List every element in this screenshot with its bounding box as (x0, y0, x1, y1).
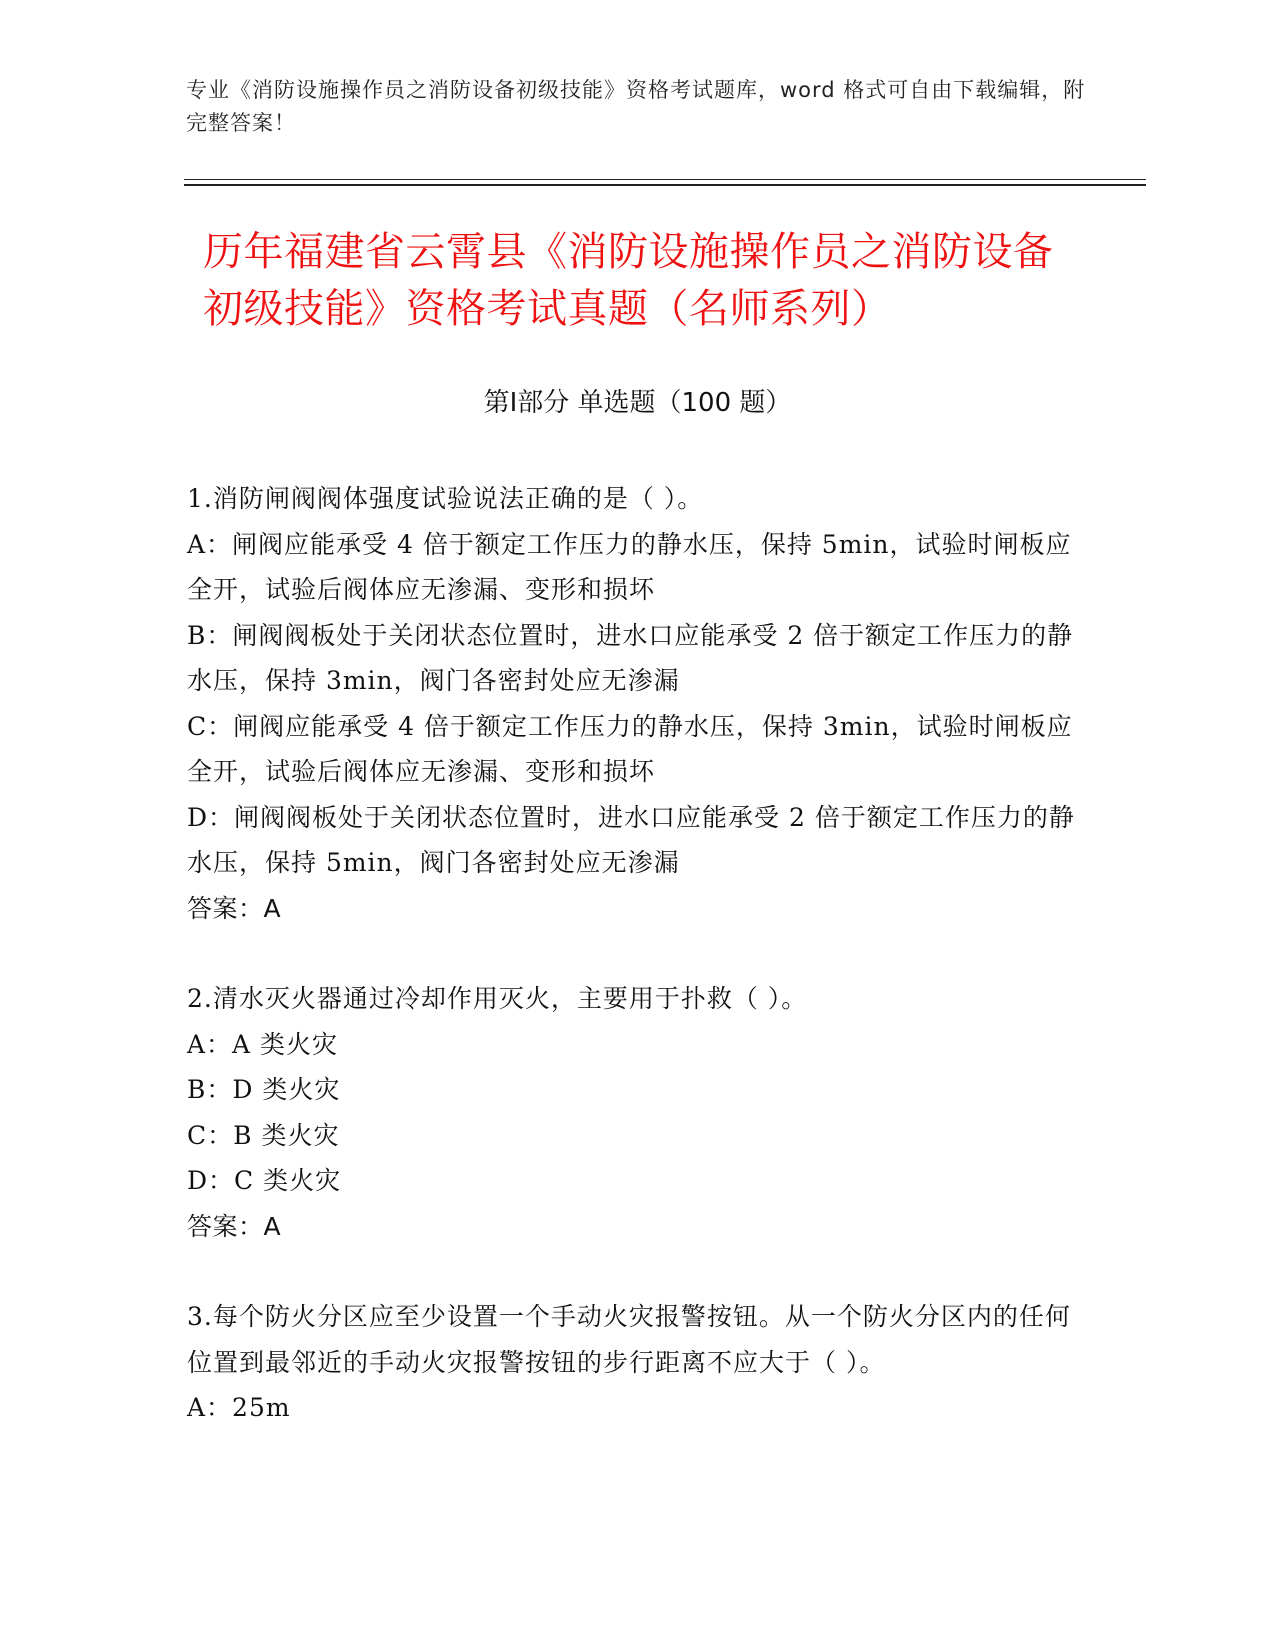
answer: 答案：A (187, 1211, 282, 1241)
question-text: 1.消防闸阀阀体强度试验说法正确的是（ ）。 (187, 484, 704, 513)
question-3 (187, 1294, 1087, 1431)
option-c: C：B 类火灾 (187, 1120, 340, 1150)
header-divider-thick (184, 184, 1146, 186)
option-a: A：25m (187, 1393, 291, 1422)
option-d: D：闸阀阀板处于关闭状态位置时，进水口应能承受 2 倍于额定工作压力的静水压，保持 5min，阀门各密封处应无渗漏 (187, 802, 1075, 877)
question-1 (187, 476, 1087, 931)
question-text: 3.每个防火分区应至少设置一个手动火灾报警按钮。从一个防火分区内的任何位置到最邻近的手动火灾报警按钮的步行距离不应大于（ ）。 (187, 1302, 1071, 1377)
section-heading: 第Ⅰ部分 单选题（100 题） (483, 388, 792, 418)
option-c: C：闸阀应能承受 4 倍于额定工作压力的静水压，保持 3min，试验时闸板应全开，试验后阀体应无渗漏、变形和损坏 (187, 711, 1073, 786)
header-note: 专业《消防设施操作员之消防设备初级技能》资格考试题库，word 格式可自由下载编辑，附完整答案！ (186, 78, 1086, 135)
option-a: A：闸阀应能承受 4 倍于额定工作压力的静水压，保持 5min，试验时闸板应全开，试验后阀体应无渗漏、变形和损坏 (187, 529, 1072, 604)
question-list (187, 476, 1087, 1476)
option-d: D：C 类火灾 (187, 1166, 342, 1195)
option-a: A：A 类火灾 (187, 1029, 339, 1059)
document-title: 历年福建省云霄县《消防设施操作员之消防设备初级技能》资格考试真题（名师系列） (203, 229, 1054, 332)
option-b: B：D 类火灾 (187, 1075, 341, 1104)
question-2 (187, 976, 1087, 1249)
header-divider-thin (184, 179, 1146, 180)
answer: 答案：A (187, 893, 282, 923)
option-b: B：闸阀阀板处于关闭状态位置时，进水口应能承受 2 倍于额定工作压力的静水压，保持 3min，阀门各密封处应无渗漏 (187, 620, 1074, 695)
question-text: 2.清水灭火器通过冷却作用灭火，主要用于扑救（ ）。 (187, 984, 808, 1013)
